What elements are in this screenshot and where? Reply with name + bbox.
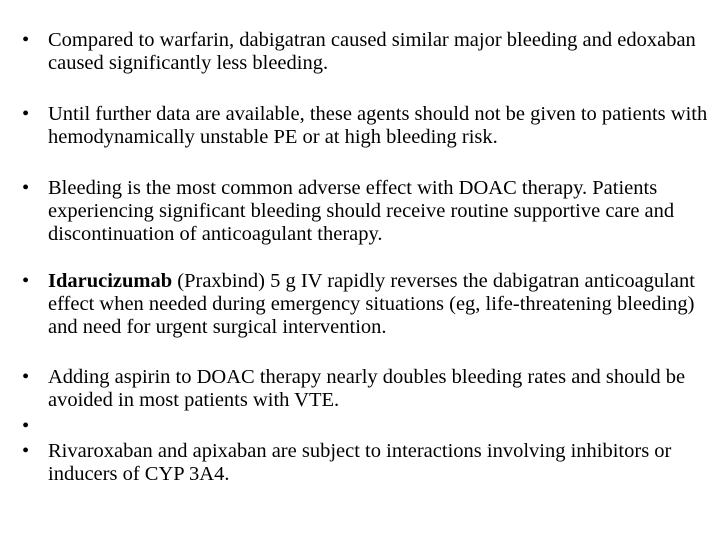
bullet-text: Bleeding is the most common adverse effect with DOAC therapy. Patients experiencing significant bleeding should receive routine supportive care and discontinuation of anticoagulant therapy. xyxy=(48,177,675,245)
bullet-text xyxy=(48,270,716,339)
bullet-item-aspirin xyxy=(22,366,716,412)
bullet-marker: • xyxy=(22,366,30,388)
bullet-text: Adding aspirin to DOAC therapy nearly doubles bleeding rates and should be avoided in most patients with VTE. xyxy=(48,366,686,411)
bullet-marker: • xyxy=(22,103,30,125)
bullet-marker: • xyxy=(22,29,30,51)
bullet-text: Rivaroxaban and apixaban are subject to interactions involving inhibitors or inducers of CYP 3A4. xyxy=(48,440,672,485)
bullet-item-bleeding-adverse-effect xyxy=(22,177,716,246)
bullet-item-idarucizumab xyxy=(22,270,716,339)
bullet-marker: • xyxy=(22,270,30,292)
bullet-marker: • xyxy=(22,415,30,437)
bullet-item-cyp3a4 xyxy=(22,440,716,486)
bullet-marker: • xyxy=(22,177,30,199)
bullet-text: Compared to warfarin, dabigatran caused similar major bleeding and edoxaban caused significantly less bleeding. xyxy=(48,29,696,74)
bullet-text-rest: (Praxbind) 5 g IV rapidly reverses the dabigatran anticoagulant effect when needed during emergency situations (eg, life-threatening bleeding) and need for urgent surgical intervention. xyxy=(48,270,695,338)
bullet-item-warfarin-comparison xyxy=(22,29,716,75)
drug-name-bold: Idarucizumab xyxy=(48,270,173,292)
bullet-marker: • xyxy=(22,440,30,462)
bullet-text: Until further data are available, these agents should not be given to patients with hemodynamically unstable PE or at high bleeding risk. xyxy=(48,103,708,148)
bullet-item-unstable-pe xyxy=(22,103,716,149)
